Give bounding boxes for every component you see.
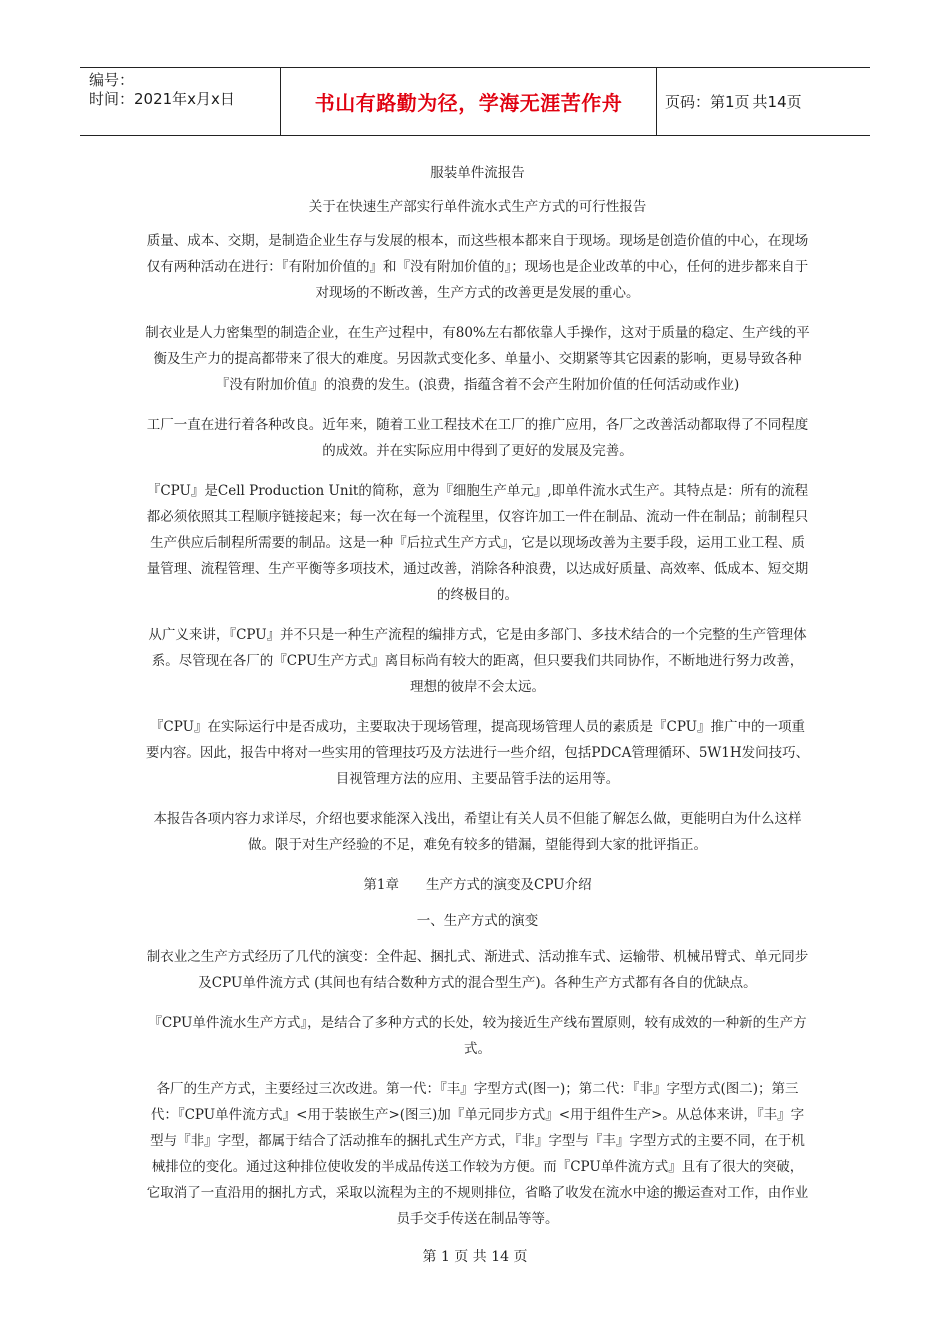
paragraph: 『CPU』在实际运行中是否成功，主要取决于现场管理，提高现场管理人员的素质是『CPU』推广中的一项重要内容。因此，报告中将对一些实用的管理技巧及方法进行一些介绍，包括PDCA管理循环、5W1H发问技巧、目视管理方法的应用、主要品管手法的运用等。: [145, 719, 810, 787]
paragraph: 『CPU』是Cell Production Unit的简称，意为『细胞生产单元』,即单件流水式生产。其特点是：所有的流程都必须依照其工程顺序链接起来；每一次在每一个流程里，仅容许加工一件在制品、流动一件在制品；前制程只生产供应后制程所需要的制品。这是一种『后拉式生产方式』，它是以现场改善为主要手段，运用工业工程、质量管理、流程管理、生产平衡等多项技术，通过改善，消除各种浪费，以达成好质量、高效率、低成本、短交期的终极目的。: [146, 483, 809, 603]
page-footer: 第 1 页 共 14 页: [422, 1249, 528, 1265]
header-page-number: 页码：第1页: [665, 93, 750, 111]
document-date-label: 时间：2021年x月x日: [89, 90, 235, 108]
paragraph: 制衣业是人力密集型的制造企业，在生产过程中，有80%左右都依靠人手操作，这对于质量的稳定、生产线的平衡及生产力的提高都带来了很大的难度。另因款式变化多、单量小、交期紧等其它因素的影响，更易导致各种『没有附加价值』的浪费的发生。(浪费，指蕴含着不会产生附加价值的任何活动或作业): [145, 325, 810, 393]
document-body: [145, 160, 810, 1246]
paragraph: 『CPU单件流水生产方式』，是结合了多种方式的长处，较为接近生产线布置原则，较有成效的一种新的生产方式。: [148, 1015, 807, 1057]
paragraph: 质量、成本、交期，是制造企业生存与发展的根本，而这些根本都来自于现场。现场是创造价值的中心，在现场仅有两种活动在进行：『有附加价值的』和『没有附加价值的』；现场也是企业改革的中心，任何的进步都来自于对现场的不断改善，生产方式的改善更是发展的重心。: [146, 233, 809, 301]
header-meta: [80, 68, 281, 135]
paragraph: 制衣业之生产方式经历了几代的演变：全件起、捆扎式、渐进式、活动推车式、运输带、机械吊臂式、单元同步及CPU单件流方式 (其间也有结合数种方式的混合型生产)。各种生产方式都有各自的优缺点。: [146, 949, 809, 991]
page-header: [80, 67, 870, 136]
document-number-label: 编号：: [89, 71, 135, 89]
section-heading: 一、生产方式的演变: [416, 913, 539, 929]
paragraph: 各厂的生产方式，主要经过三次改进。第一代：『丰』字型方式(图一)；第二代：『非』字型方式(图二)；第三代：『CPU单件流方式』<用于装嵌生产>(图三)加『单元同步方式』<用于组件生产>。从总体来讲，『丰』字型与『非』字型，都属于结合了活动推车的捆扎式生产方式，『非』字型与『丰』字型方式的主要不同，在于机械排位的变化。通过这种排位使收发的半成品传送工作较为方便。而『CPU单件流方式』且有了很大的突破，它取消了一直沿用的捆扎方式，采取以流程为主的不规则排位，省略了收发在流水中途的搬运查对工作，由作业员手交手传送在制品等等。: [146, 1081, 809, 1227]
paragraph: 工厂一直在进行着各种改良。近年来，随着工业工程技术在工厂的推广应用，各厂之改善活动都取得了不同程度的成效。并在实际应用中得到了更好的发展及完善。: [146, 417, 809, 459]
paragraph: 从广义来讲，『CPU』并不只是一种生产流程的编排方式，它是由多部门、多技术结合的一个完整的生产管理体系。尽管现在各厂的『CPU生产方式』离目标尚有较大的距离，但只要我们共同协作，不断地进行努力改善，理想的彼岸不会太远。: [148, 627, 807, 695]
chapter-heading: 第1章 生产方式的演变及CPU介绍: [363, 877, 592, 893]
header-page-info: [657, 68, 870, 135]
paragraph: 本报告各项内容力求详尽，介绍也要求能深入浅出，希望让有关人员不但能了解怎么做，更能明白为什么这样做。限于对生产经验的不足，难免有较多的错漏，望能得到大家的批评指正。: [153, 811, 802, 853]
document-subtitle: 关于在快速生产部实行单件流水式生产方式的可行性报告: [308, 199, 647, 215]
document-title: 服装单件流报告: [430, 165, 525, 181]
header-page-total: 共14页: [752, 93, 802, 111]
header-motto: 书山有路勤为径，学海无涯苦作舟: [281, 68, 657, 135]
